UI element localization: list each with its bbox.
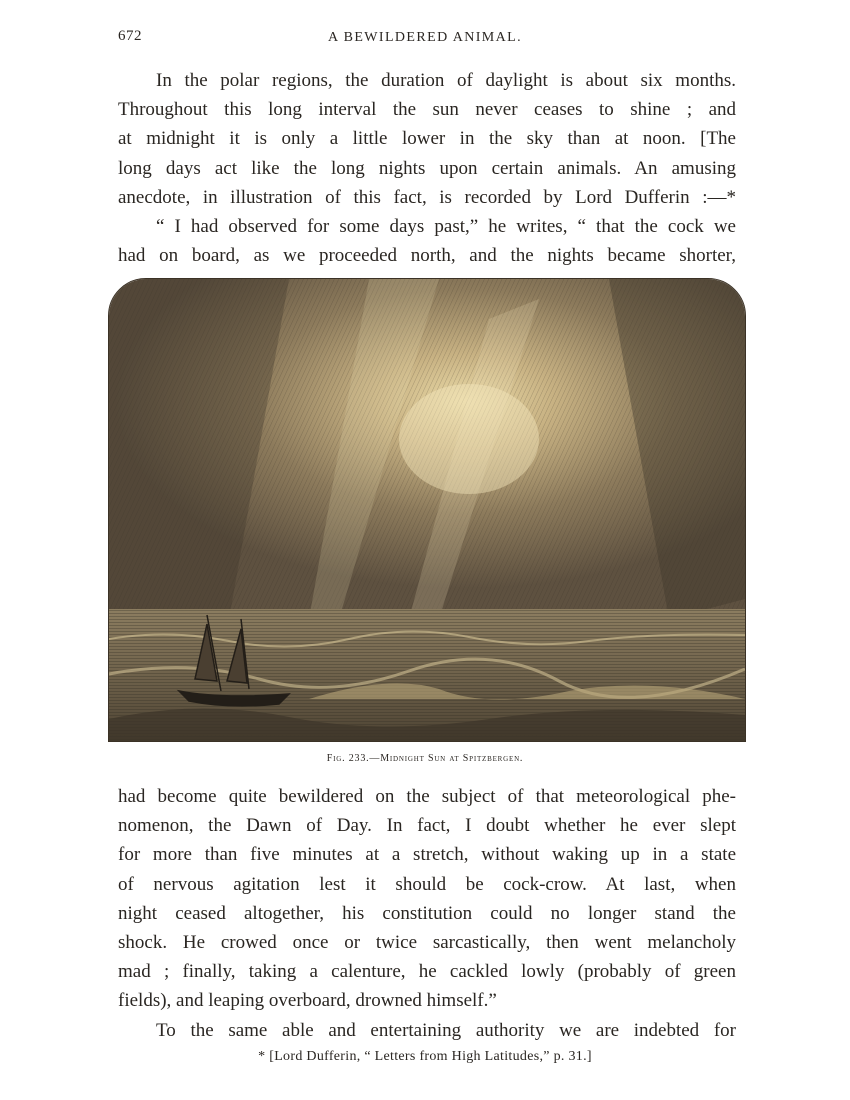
text-line: In the polar regions, the duration of daylight is about six months. [156,70,736,91]
paragraph-quote-continued [118,782,736,1016]
engraving-midnight-sun [108,278,746,742]
text-line: “ I had observed for some days past,” he writes, “ that the cock we [156,216,736,237]
text-line: Throughout this long interval the sun never ceases to shine ; and [118,99,736,121]
figure-caption: Fig. 233.—Midnight Sun at Spitzbergen. [326,753,524,764]
text-line: nomenon, the Dawn of Day. In fact, I doubt whether he ever slept [118,815,736,837]
sea-and-sky-illustration [109,279,745,741]
running-head: A BEWILDERED ANIMAL. [327,30,523,45]
paragraph-intro [118,66,736,212]
paragraph-closing [118,1016,736,1045]
text-line: night ceased altogether, his constitution could no longer stand the [118,902,736,924]
text-line: had become quite bewildered on the subject of that meteorological phe- [118,786,736,807]
text-line: anecdote, in illustration of this fact, is recorded by Lord Dufferin :—* [118,186,736,208]
text-line: mad ; finally, taking a calenture, he cackled lowly (probably of green [118,961,736,983]
text-line: fields), and leaping overboard, drowned himself.” [118,990,497,1012]
text-line: for more than five minutes at a stretch, without waking up in a state [118,844,736,866]
page-number: 672 [118,28,142,44]
text-line: at midnight it is only a little lower in the sky than at noon. [The [118,128,736,150]
text-line: had on board, as we proceeded north, and the nights became shorter, [118,245,736,267]
text-line: long days act like the long nights upon certain animals. An amusing [118,157,736,179]
text-line: To the same able and entertaining authority we are indebted for [156,1020,736,1041]
paragraph-quote-start [118,212,736,270]
text-line: of nervous agitation lest it should be cock-crow. At last, when [118,873,736,895]
text-line: shock. He crowed once or twice sarcastically, then went melancholy [118,932,736,954]
footnote: * [Lord Dufferin, “ Letters from High Latitudes,” p. 31.] [258,1049,592,1064]
